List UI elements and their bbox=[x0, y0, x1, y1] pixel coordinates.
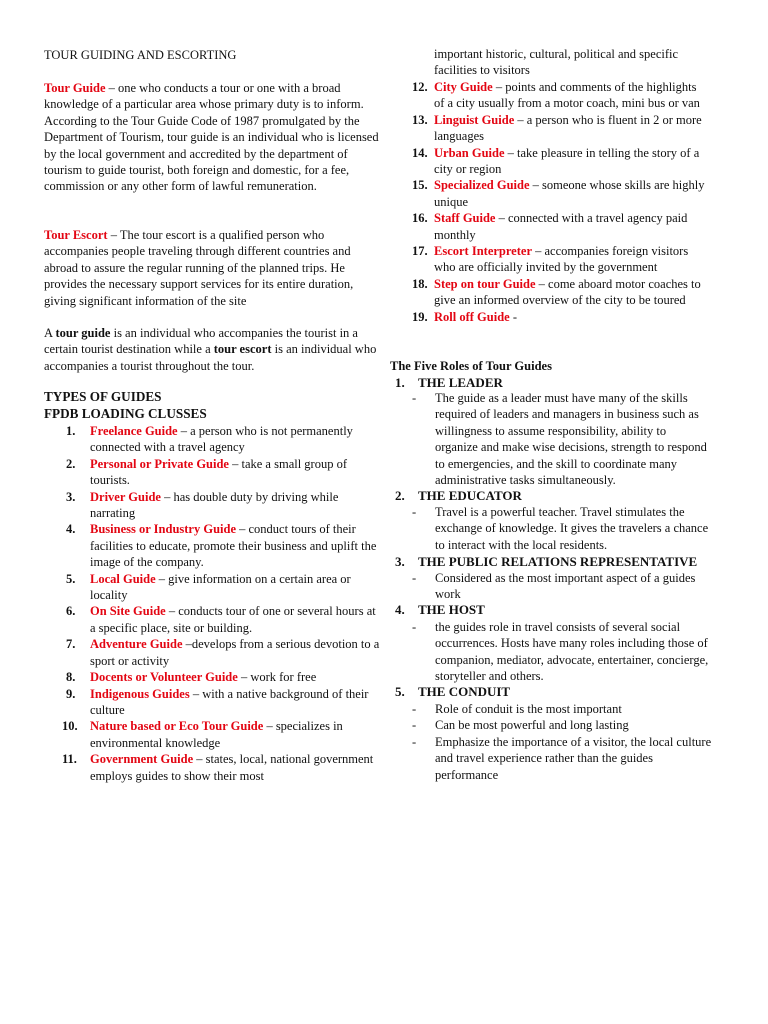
document-title: TOUR GUIDING AND ESCORTING bbox=[44, 48, 237, 62]
item-desc: – states, local, national government employs guides to show their most bbox=[90, 752, 374, 783]
role-title: THE LEADER bbox=[418, 375, 503, 390]
list-item bbox=[390, 309, 710, 325]
item-number: 16. bbox=[412, 211, 428, 226]
item-term: Staff Guide bbox=[434, 211, 496, 226]
bullet-dash: - bbox=[412, 702, 417, 716]
list-item bbox=[390, 145, 710, 178]
item-desc: – has double duty by driving while narrating bbox=[90, 489, 339, 521]
item-term: Urban Guide bbox=[434, 145, 505, 160]
guide-vs-escort-paragraph bbox=[44, 325, 380, 374]
types-heading: TYPES OF GUIDES bbox=[44, 389, 162, 404]
item-term: Step on tour Guide bbox=[434, 276, 536, 291]
item-number: 12. bbox=[412, 80, 428, 94]
compare-bold-2: tour escort bbox=[213, 342, 272, 357]
item-number: 6. bbox=[66, 604, 76, 619]
bullet-text: Role of conduit is the most important bbox=[435, 702, 622, 716]
item-desc: – work for free bbox=[237, 670, 317, 685]
item-term: Personal or Private Guide bbox=[90, 456, 229, 471]
role-bullet bbox=[412, 390, 712, 488]
list-item bbox=[44, 718, 380, 751]
item-number: 17. bbox=[412, 244, 428, 259]
item-term: Government Guide bbox=[90, 752, 194, 767]
list-item bbox=[44, 603, 380, 636]
item-desc: – conducts tour of one or several hours at a specific place, site or building. bbox=[90, 604, 376, 635]
item-term: Docents or Volunteer Guide bbox=[90, 670, 238, 685]
role-number: 2. bbox=[395, 488, 405, 503]
item-number: 19. bbox=[412, 309, 428, 324]
bullet-text: Can be most powerful and long lasting bbox=[435, 718, 629, 732]
list-item bbox=[44, 489, 380, 522]
item-number: 4. bbox=[66, 522, 76, 537]
item-term: Indigenous Guides bbox=[90, 686, 190, 701]
item-desc: – a person who is not permanently connected with a travel agency bbox=[90, 424, 353, 455]
item-term: Local Guide bbox=[90, 571, 156, 586]
role-bullet bbox=[412, 619, 712, 685]
item-number: 10. bbox=[62, 719, 78, 734]
list-item bbox=[44, 751, 380, 784]
role-number: 3. bbox=[395, 554, 405, 569]
bullet-dash: - bbox=[412, 571, 417, 585]
role-title: THE PUBLIC RELATIONS REPRESENTATIVE bbox=[418, 554, 698, 569]
item-desc: – points and comments of the highlights of a city usually from a motor coach, mini bus or van bbox=[434, 80, 700, 111]
item-number: 15. bbox=[412, 178, 428, 193]
item-number: 7. bbox=[66, 637, 76, 652]
item-term: Nature based or Eco Tour Guide bbox=[90, 719, 264, 734]
item-desc: – come aboard motor coaches to give an informed overview of the city to be toured bbox=[434, 276, 701, 308]
item-number: 1. bbox=[66, 424, 76, 438]
role-number: 1. bbox=[395, 375, 405, 390]
list-item bbox=[44, 456, 380, 489]
item-term: Specialized Guide bbox=[434, 178, 530, 193]
bullet-text: The guide as a leader must have many of the skills required of leaders and managers in business such as willingness to assume responsibility, ability to organize and make wise decisions, strength to respond to emergencies, and the skill to coordinate many administrative tasks simultaneously. bbox=[435, 391, 707, 488]
bullet-text: Considered as the most important aspect of a guides work bbox=[435, 571, 696, 602]
item-desc: – give information on a certain area or locality bbox=[90, 571, 351, 603]
item-number: 14. bbox=[412, 145, 428, 160]
list-item bbox=[44, 571, 380, 604]
item-term: On Site Guide bbox=[90, 604, 166, 619]
item-number: 11. bbox=[62, 752, 77, 767]
item-number: 5. bbox=[66, 571, 76, 586]
fpdb-heading: FPDB LOADING CLUSSES bbox=[44, 406, 207, 421]
role-title: THE CONDUIT bbox=[418, 684, 511, 699]
guide-types-list bbox=[44, 423, 380, 784]
item-number: 3. bbox=[66, 489, 76, 504]
list-item bbox=[390, 177, 710, 210]
role-bullet bbox=[412, 570, 712, 603]
compare-text-2: is an individual who accompanies the tourist in a certain tourist destination while a bbox=[44, 326, 358, 357]
tour-guide-term: Tour Guide bbox=[44, 81, 106, 95]
bullet-dash: - bbox=[412, 735, 417, 749]
item-term: City Guide bbox=[434, 80, 493, 94]
item-number: 8. bbox=[66, 670, 76, 685]
role-number: 4. bbox=[395, 602, 405, 617]
role-bullet bbox=[412, 717, 712, 733]
item-desc: – connected with a travel agency paid monthly bbox=[434, 211, 688, 242]
bullet-dash: - bbox=[412, 505, 417, 519]
role-title: THE HOST bbox=[418, 602, 485, 617]
list-item bbox=[44, 423, 380, 456]
list-item bbox=[390, 276, 710, 309]
item-term: Escort Interpreter bbox=[434, 244, 532, 259]
item-desc: - bbox=[509, 309, 517, 324]
list-item bbox=[390, 79, 710, 112]
item-desc: – specializes in environmental knowledge bbox=[90, 719, 343, 750]
list-item bbox=[390, 243, 710, 276]
tour-guide-definition bbox=[44, 80, 380, 195]
role-bullet bbox=[412, 701, 712, 717]
tour-escort-definition bbox=[44, 227, 380, 309]
tour-escort-text: – The tour escort is a qualified person who accompanies people traveling through different countries and abroad to assure the regular running of the planned trips. He provides the necessary support services for its entire duration, giving significant information of the site bbox=[44, 228, 354, 308]
compare-text-1: A bbox=[44, 326, 56, 340]
item-term: Linguist Guide bbox=[434, 112, 515, 127]
item-desc: – conduct tours of their facilities to educate, promote their business and uplift the image of the company. bbox=[90, 522, 377, 570]
guide-types-list-continued bbox=[390, 79, 710, 325]
bullet-text: Emphasize the importance of a visitor, the local culture and travel experience rather than the guides performance bbox=[435, 735, 712, 782]
role-number: 5. bbox=[395, 684, 405, 699]
roles-heading: The Five Roles of Tour Guides bbox=[390, 359, 552, 373]
list-item bbox=[44, 669, 380, 685]
item-term: Business or Industry Guide bbox=[90, 522, 236, 537]
item-desc: –develops from a serious devotion to a sport or activity bbox=[90, 637, 380, 668]
bullet-text: Travel is a powerful teacher. Travel stimulates the exchange of knowledge. It gives the travelers a chance to interact with the local residents. bbox=[435, 505, 709, 552]
item-desc: – take pleasure in telling the story of a city or region bbox=[434, 145, 700, 177]
item-number: 9. bbox=[66, 686, 76, 701]
item-desc: – take a small group of tourists. bbox=[90, 456, 348, 488]
item-term: Adventure Guide bbox=[90, 637, 183, 652]
item-number: 13. bbox=[412, 112, 428, 127]
list-item bbox=[390, 112, 710, 145]
item-desc: – someone whose skills are highly unique bbox=[434, 178, 705, 209]
bullet-dash: - bbox=[412, 391, 417, 405]
list-continuation: important historic, cultural, political and specific facilities to visitors bbox=[434, 47, 679, 78]
item-desc: – a person who is fluent in 2 or more languages bbox=[434, 112, 702, 144]
role-bullet bbox=[412, 734, 712, 783]
item-desc: – accompanies foreign visitors who are officially invited by the government bbox=[434, 244, 689, 275]
compare-bold-1: tour guide bbox=[55, 326, 111, 340]
item-term: Driver Guide bbox=[90, 489, 161, 504]
list-item bbox=[44, 686, 380, 719]
item-term: Roll off Guide bbox=[434, 309, 510, 324]
role-bullet bbox=[412, 504, 712, 553]
list-item bbox=[44, 636, 380, 669]
bullet-dash: - bbox=[412, 718, 417, 732]
item-term: Freelance Guide bbox=[90, 424, 178, 438]
bullet-text: the guides role in travel consists of several social occurrences. Hosts have many roles including those of companion, mediator, advocate, entertainer, concierge, storyteller and others. bbox=[435, 620, 709, 684]
tour-escort-term: Tour Escort bbox=[44, 228, 108, 242]
item-desc: – with a native background of their culture bbox=[90, 686, 369, 717]
compare-text-3: is an individual who accompanies a tourist throughout the tour. bbox=[44, 342, 377, 373]
item-number: 18. bbox=[412, 276, 428, 291]
item-number: 2. bbox=[66, 456, 76, 471]
tour-guide-text: – one who conducts a tour or one with a broad knowledge of a particular area whose primary duty is to inform. According to the Tour Guide Code of 1987 promulgated by the Department of Tourism, tour guide is an individual who is licensed by the local government and accredited by the department of tourism to guide tourist, both foreign and domestic, for a fee, commission or any other form of lawful remuneration. bbox=[44, 81, 379, 194]
bullet-dash: - bbox=[412, 620, 417, 634]
role-title: THE EDUCATOR bbox=[418, 488, 522, 503]
list-item bbox=[44, 521, 380, 570]
list-item bbox=[390, 210, 710, 243]
